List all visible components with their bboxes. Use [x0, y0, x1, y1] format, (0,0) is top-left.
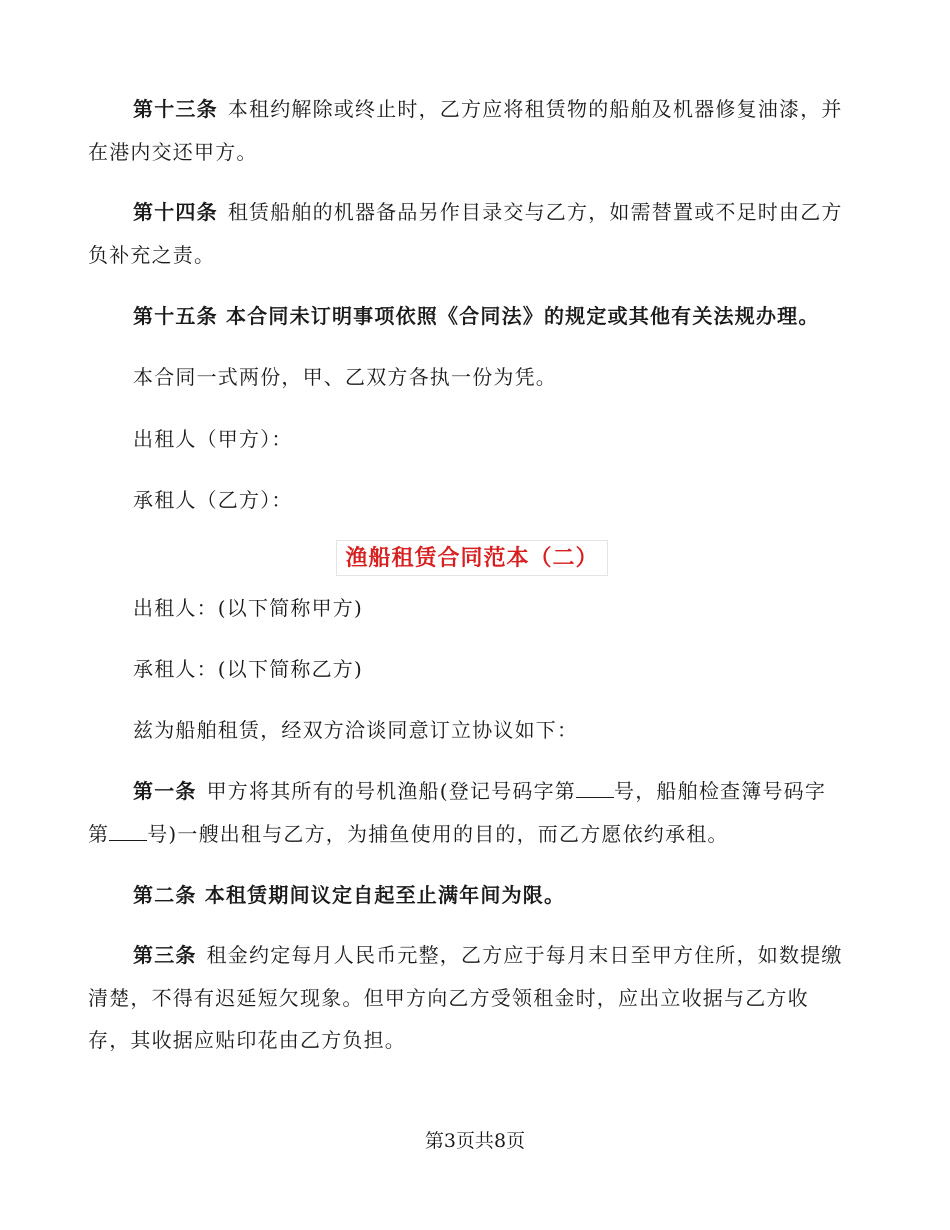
article-1-line-1: 第一条 甲方将其所有的号机渔船(登记号码字第 号，船舶检查簿号码字 [133, 779, 827, 803]
article-3-label: 第三条 [133, 943, 197, 967]
article-3-line-1: 第三条 租金约定每月人民币元整，乙方应于每月末日至甲方住所，如数提缴 [133, 943, 843, 967]
article-14-line-1: 第十四条 租赁船舶的机器备品另作目录交与乙方，如需替置或不足时由乙方 [133, 200, 843, 224]
article-13-label: 第十三条 [133, 97, 218, 121]
section-title: 渔船租赁合同范本（二） [336, 540, 608, 576]
intro-clause: 兹为船舶租赁，经双方洽谈同意订立协议如下： [133, 718, 579, 742]
blank-field [109, 822, 147, 841]
article-2: 第二条 本租赁期间议定自起至止满年间为限。 [133, 883, 566, 907]
article-1-line-2: 第 号)一艘出租与乙方，为捕鱼使用的目的，而乙方愿依约承租。 [88, 822, 729, 846]
article-3-line-2: 清楚，不得有迟延短欠现象。但甲方向乙方受领租金时，应出立收据与乙方收 [88, 986, 809, 1010]
article-15: 第十五条 本合同未订明事项依照《合同法》的规定或其他有关法规办理。 [133, 304, 820, 328]
blank-field [576, 779, 614, 798]
article-14-label: 第十四条 [133, 200, 218, 224]
article-13-line-1: 第十三条 本租约解除或终止时，乙方应将租赁物的船舶及机器修复油漆，并 [133, 97, 843, 121]
article-3-line-3: 存，其收据应贴印花由乙方负担。 [88, 1028, 406, 1052]
lessee-signature: 承租人（乙方）： [133, 488, 293, 512]
lessor-line: 出租人：(以下简称甲方) [133, 596, 364, 620]
copies-clause: 本合同一式两份，甲、乙双方各执一份为凭。 [133, 365, 557, 389]
lessor-signature: 出租人（甲方）： [133, 427, 293, 451]
article-1-label: 第一条 [133, 779, 197, 803]
lessee-line: 承租人：(以下简称乙方) [133, 657, 364, 681]
article-14-line-2: 负补充之责。 [88, 243, 216, 267]
page-footer: 第3页共8页 [424, 1130, 526, 1152]
article-13-line-2: 在港内交还甲方。 [88, 140, 258, 164]
